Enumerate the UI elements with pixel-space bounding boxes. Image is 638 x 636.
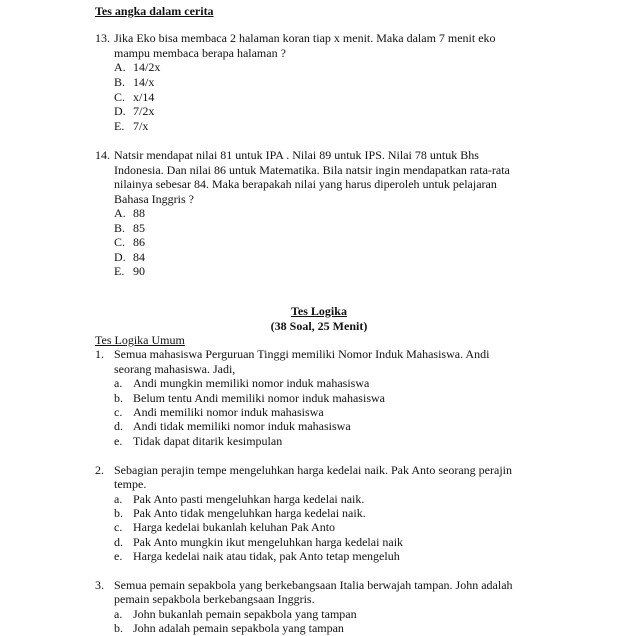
option-text: Tidak dapat ditarik kesimpulan bbox=[133, 434, 283, 448]
logika-question-1-option bbox=[114, 391, 385, 406]
logika-question-2-option bbox=[114, 520, 335, 535]
option-letter: d. bbox=[114, 419, 123, 433]
question-14-option bbox=[114, 264, 145, 279]
logika-question-2-text-line-2: tempe. bbox=[114, 477, 147, 491]
option-text: John adalah pemain sepakbola yang tampan bbox=[133, 621, 344, 635]
logika-question-3-text-line-2: pemain sepakbola berkebangsaan Inggris. bbox=[114, 592, 315, 606]
logika-question-1-text-line-1: Semua mahasiswa Perguruan Tinggi memiliki Nomor Induk Mahasiswa. Andi bbox=[114, 347, 490, 361]
option-text: Andi tidak memiliki nomor induk mahasiswa bbox=[133, 419, 351, 433]
section-subtitle-soal-menit: (38 Soal, 25 Menit) bbox=[270, 319, 368, 333]
logika-question-2-option bbox=[114, 492, 364, 507]
option-text: 88 bbox=[133, 206, 145, 220]
option-text: 14/x bbox=[133, 75, 155, 89]
option-letter: e. bbox=[114, 434, 123, 448]
section-title-tes-logika: Tes Logika bbox=[291, 304, 347, 318]
option-text: 90 bbox=[133, 264, 145, 278]
subsection-title-logika-umum: Tes Logika Umum bbox=[95, 333, 185, 347]
question-13-option bbox=[114, 60, 160, 75]
option-letter: B. bbox=[114, 75, 126, 89]
question-14-number: 14. bbox=[95, 148, 110, 162]
question-14-text-line-1: Natsir mendapat nilai 81 untuk IPA . Nilai 89 untuk IPS. Nilai 78 untuk Bhs bbox=[114, 148, 479, 162]
option-letter: b. bbox=[114, 506, 123, 520]
logika-question-3-number: 3. bbox=[95, 578, 104, 592]
question-14-option bbox=[114, 206, 145, 221]
option-letter: c. bbox=[114, 520, 123, 534]
option-text: Belum tentu Andi memiliki nomor induk mahasiswa bbox=[133, 391, 385, 405]
logika-question-3-option bbox=[114, 621, 344, 636]
option-letter: E. bbox=[114, 264, 125, 278]
question-14-text-line-3: nilainya sebesar 84. Maka berapakah nilai yang harus diperoleh untuk pelajaran bbox=[114, 177, 497, 191]
option-letter: D. bbox=[114, 250, 126, 264]
logika-question-2-text-line-1: Sebagian perajin tempe mengeluhkan harga kedelai naik. Pak Anto seorang perajin bbox=[114, 463, 512, 477]
option-letter: A. bbox=[114, 206, 126, 220]
option-letter: D. bbox=[114, 104, 126, 118]
option-letter: d. bbox=[114, 535, 123, 549]
option-letter: a. bbox=[114, 376, 123, 390]
logika-question-2-number: 2. bbox=[95, 463, 104, 477]
option-letter: C. bbox=[114, 90, 126, 104]
logika-question-2-option bbox=[114, 506, 366, 521]
option-text: John bukanlah pemain sepakbola yang tampan bbox=[133, 607, 357, 621]
option-text: Andi mungkin memiliki nomor induk mahasiswa bbox=[133, 376, 370, 390]
logika-question-2-option bbox=[114, 535, 403, 550]
question-14-option bbox=[114, 221, 145, 236]
question-14-option bbox=[114, 235, 145, 250]
option-text: x/14 bbox=[133, 90, 155, 104]
section-title-tes-angka: Tes angka dalam cerita bbox=[95, 4, 214, 18]
option-letter: e. bbox=[114, 549, 123, 563]
question-13-number: 13. bbox=[95, 31, 110, 45]
option-letter: a. bbox=[114, 607, 123, 621]
question-13-text-line-2: mampu membaca berapa halaman ? bbox=[114, 46, 286, 60]
option-text: 7/x bbox=[133, 119, 149, 133]
option-letter: b. bbox=[114, 391, 123, 405]
question-14-text-line-4: Bahasa Inggris ? bbox=[114, 192, 194, 206]
option-letter: E. bbox=[114, 119, 125, 133]
option-text: Harga kedelai bukanlah keluhan Pak Anto bbox=[133, 520, 336, 534]
logika-question-1-option bbox=[114, 419, 351, 434]
logika-question-1-option bbox=[114, 434, 282, 449]
question-13-option bbox=[114, 75, 154, 90]
option-letter: c. bbox=[114, 405, 123, 419]
option-text: 86 bbox=[133, 235, 145, 249]
option-text: Harga kedelai naik atau tidak, pak Anto tetap mengeluh bbox=[133, 549, 400, 563]
option-text: Pak Anto tidak mengeluhkan harga kedelai naik. bbox=[133, 506, 366, 520]
option-letter: a. bbox=[114, 492, 123, 506]
option-text: Andi memiliki nomor induk mahasiswa bbox=[133, 405, 324, 419]
logika-question-3-option bbox=[114, 607, 357, 622]
option-letter: B. bbox=[114, 221, 126, 235]
option-text: 7/2x bbox=[133, 104, 155, 118]
question-14-text-line-2: Indonesia. Dan nilai 86 untuk Matematika. Bila natsir ingin mendapatkan rata-rata bbox=[114, 163, 510, 177]
logika-question-2-option bbox=[114, 549, 400, 564]
option-text: 85 bbox=[133, 221, 145, 235]
option-letter: b. bbox=[114, 621, 123, 635]
option-letter: C. bbox=[114, 235, 126, 249]
question-13-text-line-1: Jika Eko bisa membaca 2 halaman koran tiap x menit. Maka dalam 7 menit eko bbox=[114, 31, 496, 45]
question-14-option bbox=[114, 250, 145, 265]
question-13-option bbox=[114, 90, 154, 105]
question-13-option bbox=[114, 104, 154, 119]
question-13-option bbox=[114, 119, 148, 134]
logika-question-3-text-line-1: Semua pemain sepakbola yang berkebangsaan Italia berwajah tampan. John adalah bbox=[114, 578, 513, 592]
option-text: Pak Anto pasti mengeluhkan harga kedelai naik. bbox=[133, 492, 365, 506]
option-text: Pak Anto mungkin ikut mengeluhkan harga kedelai naik bbox=[133, 535, 404, 549]
logika-question-1-option bbox=[114, 405, 324, 420]
option-text: 84 bbox=[133, 250, 145, 264]
logika-question-1-option bbox=[114, 376, 369, 391]
logika-question-1-number: 1. bbox=[95, 347, 104, 361]
logika-question-1-text-line-2: seorang mahasiswa. Jadi, bbox=[114, 362, 236, 376]
option-letter: A. bbox=[114, 60, 126, 74]
option-text: 14/2x bbox=[133, 60, 161, 74]
